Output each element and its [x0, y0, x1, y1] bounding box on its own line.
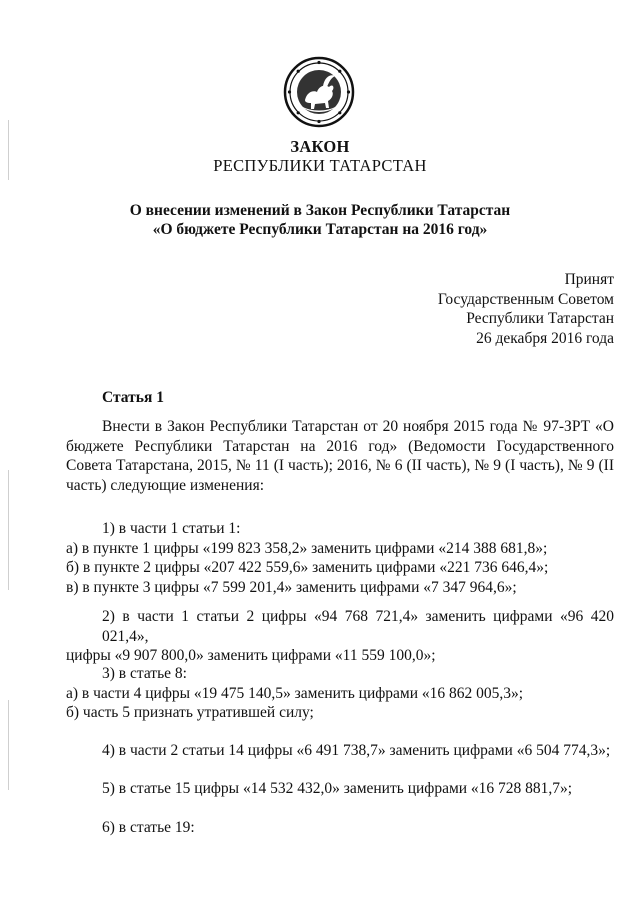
scan-gutter-mark [8, 700, 9, 790]
tatarstan-emblem-icon [283, 56, 355, 128]
item-2 [66, 607, 614, 666]
adoption-line-3: Республики Татарстан [466, 310, 614, 327]
item-1-a: а) в пункте 1 цифры «199 823 358,2» заменить цифрами «214 388 681,8»; [66, 539, 548, 557]
article-intro-text: Внести в Закон Республики Татарстан от 20 ноября 2015 года № 97-ЗРТ «О бюджете Республики Татарстан на 2016 год» (Ведомости Государственного Совета Татарстана, 2015, № 11 (I часть); 2016, № 6 (II часть), № 9 (I часть), № 9 (II часть) следующие изменения: [66, 418, 614, 494]
republic-title: РЕСПУБЛИКИ ТАТАРСТАН [213, 156, 427, 175]
item-2-line-1: 2) в части 1 статьи 2 цифры «94 768 721,4» заменить цифрами «96 420 021,4», [102, 608, 614, 645]
item-3-heading: 3) в статье 8: [102, 665, 187, 682]
item-6 [66, 818, 614, 838]
item-3 [66, 664, 614, 723]
item-6-heading: 6) в статье 19: [102, 819, 195, 836]
item-3-b: б) часть 5 признать утратившей силу; [66, 704, 314, 722]
item-1-b: б) в пункте 2 цифры «207 422 559,6» заменить цифрами «221 736 646,4»; [66, 559, 549, 577]
item-5-text: 5) в статье 15 цифры «14 532 432,0» заменить цифрами «16 728 881,7»; [102, 780, 573, 797]
item-3-a: а) в части 4 цифры «19 475 140,5» заменить цифрами «16 862 005,3»; [66, 684, 524, 702]
item-1-c: в) в пункте 3 цифры «7 599 201,4» заменить цифрами «7 347 964,6»; [66, 578, 517, 596]
law-subject [0, 201, 640, 239]
subject-line-1: О внесении изменений в Закон Республики Татарстан [129, 202, 511, 219]
article-heading: Статья 1 [102, 389, 164, 406]
adoption-line-2: Государственным Советом [437, 290, 614, 308]
item-1-heading: 1) в части 1 статьи 1: [102, 520, 241, 537]
item-4 [66, 741, 614, 761]
subject-line-2: «О бюджете Республики Татарстан на 2016 год» [152, 221, 488, 238]
scan-gutter-mark [8, 470, 9, 590]
item-5 [66, 779, 614, 799]
item-1 [66, 519, 614, 597]
adoption-line-1: Принят [564, 271, 614, 288]
article-intro-paragraph [66, 417, 614, 495]
adoption-block [314, 270, 614, 348]
adoption-date: 26 декабря 2016 года [476, 329, 614, 347]
item-2-line-2: цифры «9 907 800,0» заменить цифрами «11 559 100,0»; [66, 647, 436, 665]
item-4-text: 4) в части 2 статьи 14 цифры «6 491 738,7» заменить цифрами «6 504 774,3»; [102, 742, 611, 759]
law-title: ЗАКОН [290, 137, 350, 156]
